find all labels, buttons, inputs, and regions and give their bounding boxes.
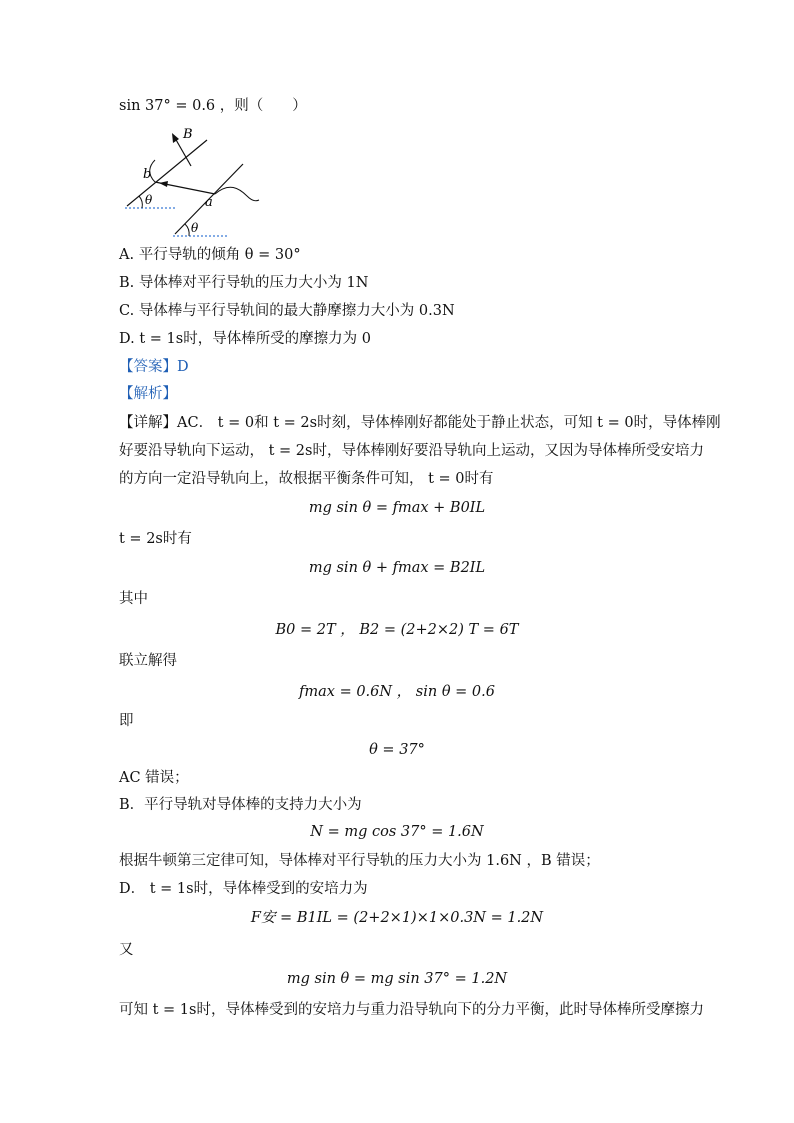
b-field-arrow-head xyxy=(172,133,179,143)
option-c: C. 导体棒与平行导轨间的最大静摩擦力大小为 0.3N xyxy=(119,303,455,319)
equation-2: mg sin θ + fmax = B2IL xyxy=(308,560,486,576)
equation-8: mg sin θ = mg sin 37° = 1.2N xyxy=(286,971,508,987)
equation-6: N = mg cos 37° = 1.6N xyxy=(310,824,484,840)
current-arrow-head xyxy=(159,181,168,187)
angle-arc-upper xyxy=(139,196,142,208)
equation-3: B0 = 2T ， B2 = (2+2×2) T = 6T xyxy=(275,622,519,638)
detail-line-2: 好要沿导轨向下运动， t = 2s时，导体棒刚好要沿导轨向上运动，又因为导体棒所受安培力 xyxy=(119,443,704,459)
detail-line-6: 联立解得 xyxy=(119,653,177,669)
detail-line-8: AC 错误； xyxy=(119,770,189,786)
label-b: b xyxy=(143,167,152,182)
detail-line-4: t = 2s时有 xyxy=(119,531,192,547)
detail-line-12: 又 xyxy=(119,942,134,958)
label-a: a xyxy=(205,195,213,210)
detail-line-5: 其中 xyxy=(119,591,148,607)
detail-line-10: 根据牛顿第三定律可知，导体棒对平行导轨的压力大小为 1.6N ，B 错误； xyxy=(119,853,600,869)
option-d: D. t = 1s时，导体棒所受的摩擦力为 0 xyxy=(119,331,372,347)
detail-line-1: 【详解】AC． t = 0和 t = 2s时刻，导体棒刚好都能处于静止状态，可知 t = 0时，导体棒刚 xyxy=(119,415,721,431)
detail-line-7: 即 xyxy=(119,713,134,729)
equation-1: mg sin θ = fmax + B0IL xyxy=(308,500,486,516)
detail-line-13: 可知 t = 1s时，导体棒受到的安培力与重力沿导轨向下的分力平衡，此时导体棒所受摩擦力 xyxy=(119,1002,704,1018)
detail-line-11: D． t = 1s时，导体棒受到的安培力为 xyxy=(119,881,368,897)
analysis-heading: 【解析】 xyxy=(119,386,177,402)
angle-arc-lower xyxy=(185,224,189,236)
detail-line-3: 的方向一定沿导轨向上，故根据平衡条件可知， t = 0时有 xyxy=(119,471,494,487)
question-tail: sin 37° = 0.6 ，则（ ） xyxy=(119,98,307,114)
option-b: B. 导体棒对平行导轨的压力大小为 1N xyxy=(119,275,369,291)
detail-line-9: B．平行导轨对导体棒的支持力大小为 xyxy=(119,797,362,813)
equation-7: F安 = B1IL = (2+2×1)×1×0.3N = 1.2N xyxy=(250,910,544,926)
equation-5: θ = 37° xyxy=(369,742,425,758)
label-theta-lower: θ xyxy=(191,221,199,235)
label-theta-upper: θ xyxy=(145,193,153,207)
equation-4: fmax = 0.6N ， sin θ = 0.6 xyxy=(299,684,495,700)
label-B: B xyxy=(183,127,193,142)
incline-rail-diagram xyxy=(119,124,279,240)
answer-line: 【答案】D xyxy=(119,359,189,375)
option-a: A. 平行导轨的倾角 θ = 30° xyxy=(119,247,301,263)
lead-wire-a xyxy=(215,187,259,201)
b-field-line xyxy=(175,138,191,166)
